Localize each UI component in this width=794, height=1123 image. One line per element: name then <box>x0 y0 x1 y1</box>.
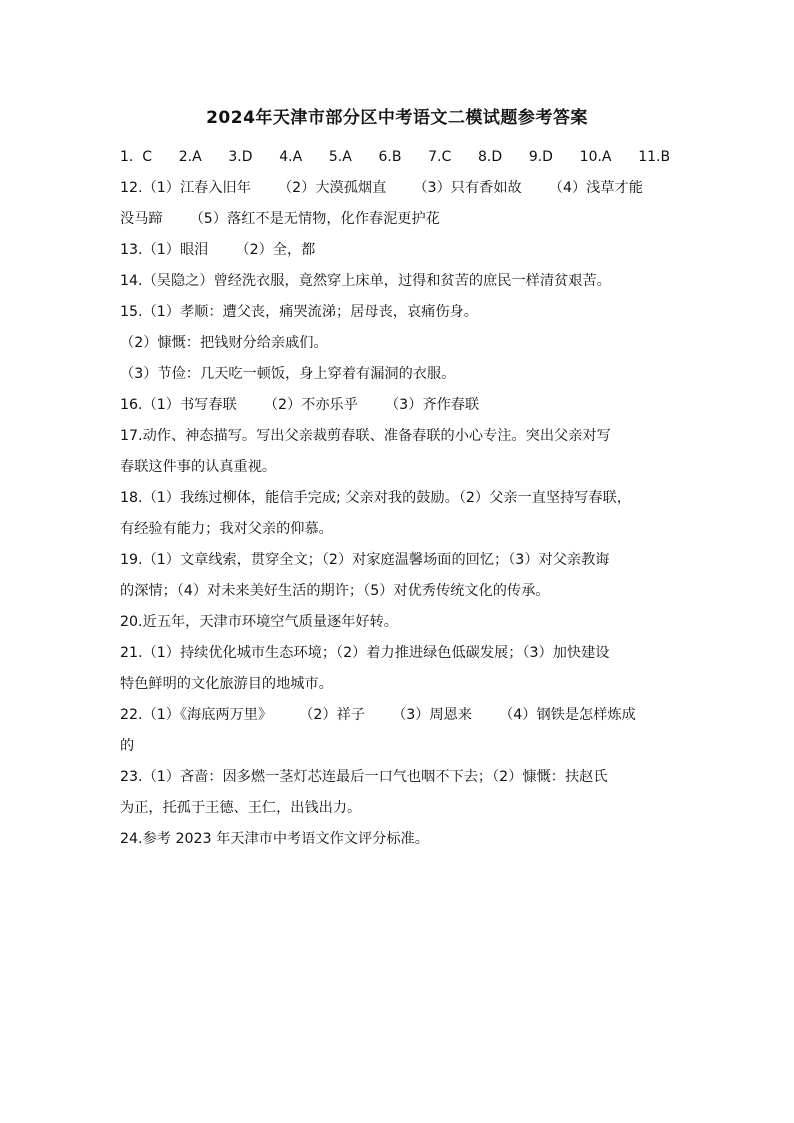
answer-line-14: 14.（吴隐之）曾经洗衣服，竟然穿上床单，过得和贫苦的庶民一样清贫艰苦。 <box>120 273 611 289</box>
answer-line-20: 20.近五年，天津市环境空气质量逐年好转。 <box>120 614 398 630</box>
answer-line-12b: 没马蹄 （5）落红不是无情物，化作春泥更护花 <box>120 211 440 227</box>
answer-line-1-11: 1. C 2.A 3.D 4.A 5.A 6.B 7.C 8.D 9.D 10.A 11.B <box>120 149 671 165</box>
answer-line-24: 24.参考 2023 年天津市中考语文作文评分标准。 <box>120 831 429 847</box>
answer-line-21b: 特色鲜明的文化旅游目的地城市。 <box>120 676 333 692</box>
answer-line-15a: 15.（1）孝顺：遭父丧，痛哭流涕；居母丧，哀痛伤身。 <box>120 304 478 320</box>
answer-line-22a: 22.（1）《海底两万里》 （2）祥子 （3）周恩来 （4）钢铁是怎样炼成 <box>120 707 636 723</box>
answer-line-18b: 有经验有能力；我对父亲的仰慕。 <box>120 521 333 537</box>
answer-line-15b: （2）慷慨：把钱财分给亲戚们。 <box>120 335 328 351</box>
answer-line-19a: 19.（1）文章线索，贯穿全文；（2）对家庭温馨场面的回忆；（3）对父亲教诲 <box>120 552 610 568</box>
answer-line-22b: 的 <box>120 738 135 754</box>
answer-line-19b: 的深情；（4）对未来美好生活的期许；（5）对优秀传统文化的传承。 <box>120 583 550 599</box>
answer-line-21a: 21.（1）持续优化城市生态环境；（2）着力推进绿色低碳发展；（3）加快建设 <box>120 645 610 661</box>
answer-line-18a: 18.（1）我练过柳体，能信手完成; 父亲对我的鼓励。（2）父亲一直坚持写春联， <box>120 490 631 506</box>
answer-line-17b: 春联这件事的认真重视。 <box>120 459 277 475</box>
answer-line-23b: 为正，托孤于王德、王仁，出钱出力。 <box>120 800 362 816</box>
answer-line-13: 13.（1）眼泪 （2）全，都 <box>120 242 316 258</box>
answer-line-15c: （3）节俭：几天吃一顿饭，身上穿着有漏洞的衣服。 <box>120 366 456 382</box>
answer-line-17a: 17.动作、神态描写。写出父亲裁剪春联、准备春联的小心专注。突出父亲对写 <box>120 428 611 444</box>
answer-line-16: 16.（1）书写春联 （2）不亦乐乎 （3）齐作春联 <box>120 397 480 413</box>
answer-line-23a: 23.（1）吝啬：因多燃一茎灯芯连最后一口气也咽不下去；（2）慷慨：扶赵氏 <box>120 769 608 785</box>
page-title: 2024年天津市部分区中考语文二模试题参考答案 <box>206 108 588 128</box>
answer-list <box>120 142 676 855</box>
answer-line-12a: 12.（1）江春入旧年 （2）大漠孤烟直 （3）只有香如故 （4）浅草才能 <box>120 180 643 196</box>
